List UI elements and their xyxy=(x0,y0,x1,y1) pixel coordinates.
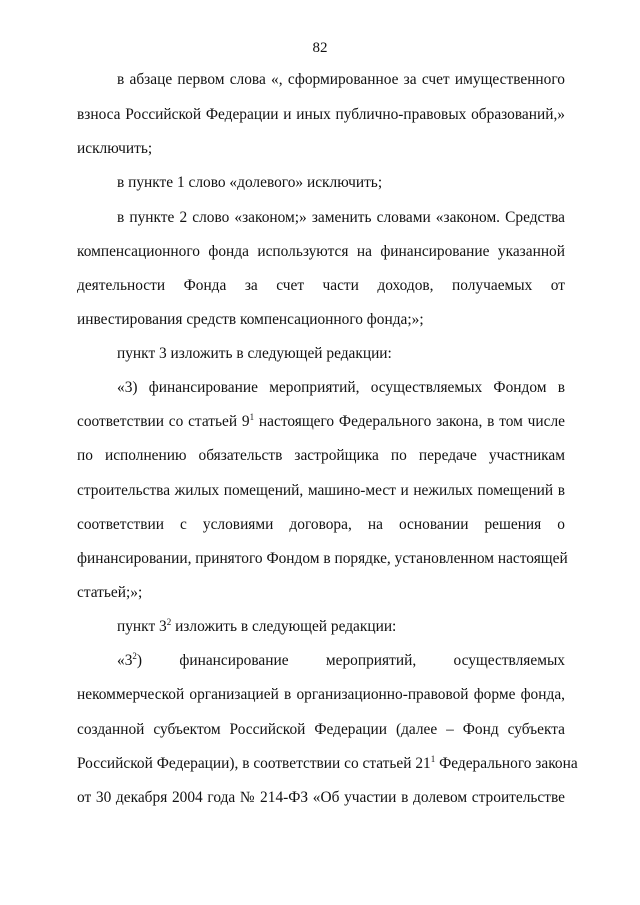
text-line: в пункте 1 слово «долевого» исключить; xyxy=(117,174,383,191)
text-line: «3) финансирование мероприятий, осуществляемых Фондом в xyxy=(117,379,565,396)
text-line xyxy=(77,412,565,432)
text-fragment: Российской Федерации), в соответствии со статьей 21 xyxy=(77,755,431,772)
text-line: статьей;»; xyxy=(77,584,143,601)
text-fragment: настоящего Федерального закона, в том числе xyxy=(254,413,565,430)
text-line: по исполнению обязательств застройщика по передаче участникам xyxy=(77,447,565,464)
text-line: исключить; xyxy=(77,140,153,157)
text-line: инвестирования средств компенсационного фонда;»; xyxy=(77,311,424,328)
text-line xyxy=(117,617,565,637)
page-number: 82 xyxy=(312,40,328,56)
text-line: финансировании, принятого Фондом в порядке, установленном настоящей xyxy=(77,550,568,567)
text-line: соответствии с условиями договора, на основании решения о xyxy=(77,516,565,533)
text-line: созданной субъектом Российской Федерации (далее – Фонд субъекта xyxy=(77,721,565,738)
superscript: 1 xyxy=(249,412,255,422)
text-fragment: «3 xyxy=(117,652,133,669)
text-line: некоммерческой организацией в организационно-правовой форме фонда, xyxy=(77,686,565,703)
text-line: деятельности Фонда за счет части доходов, получаемых от xyxy=(77,277,565,294)
text-line: компенсационного фонда используются на финансирование указанной xyxy=(77,243,565,260)
text-line: взноса Российской Федерации и иных публично-правовых образований,» xyxy=(77,106,565,123)
text-fragment: Федерального закона xyxy=(435,755,578,772)
text-line: пункт 3 изложить в следующей редакции: xyxy=(117,345,392,362)
text-fragment: изложить в следующей редакции: xyxy=(171,618,397,635)
superscript: 2 xyxy=(166,617,172,627)
text-fragment: ) финансирование мероприятий, осуществляемых xyxy=(136,652,565,669)
text-fragment: пункт 3 xyxy=(117,618,167,635)
text-line xyxy=(77,754,578,774)
text-line: от 30 декабря 2004 года № 214-ФЗ «Об участии в долевом строительстве xyxy=(77,789,565,806)
text-line: в пункте 2 слово «законом;» заменить словами «законом. Средства xyxy=(117,209,565,226)
text-line: строительства жилых помещений, машино-мест и нежилых помещений в xyxy=(77,482,565,499)
superscript: 2 xyxy=(132,651,137,661)
text-line xyxy=(117,651,565,671)
superscript: 1 xyxy=(430,754,436,764)
text-line: в абзаце первом слова «, сформированное за счет имущественного xyxy=(117,71,565,88)
text-fragment: соответствии со статьей 9 xyxy=(77,413,250,430)
